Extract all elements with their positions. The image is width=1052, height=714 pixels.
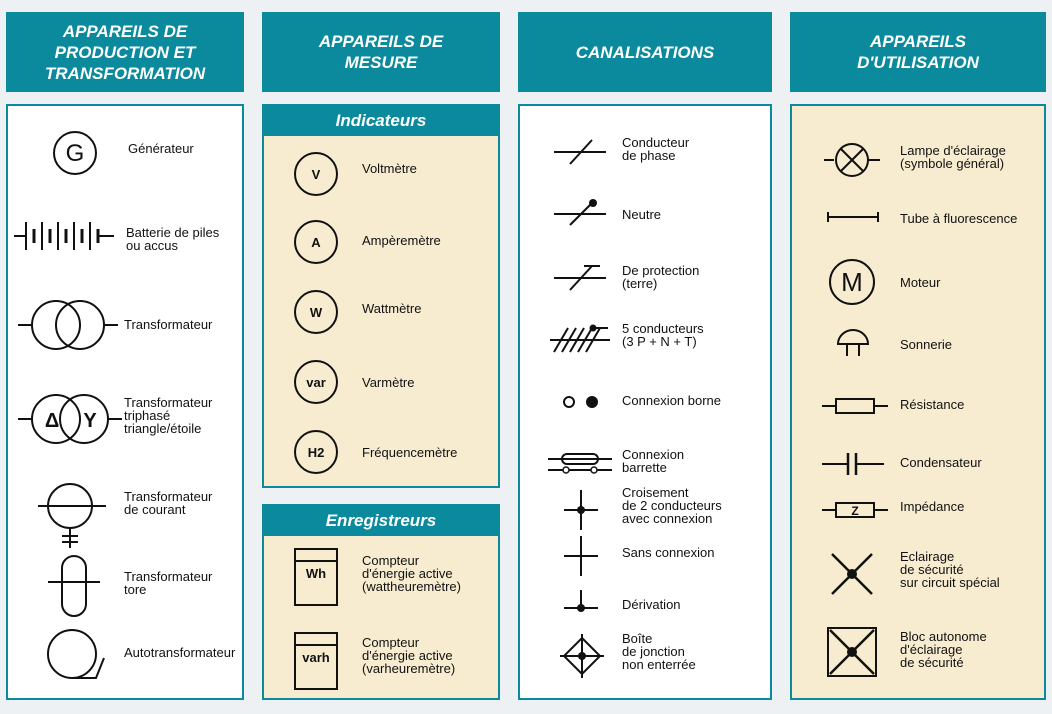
label-moteur: Moteur	[900, 275, 941, 290]
header-utilisation	[790, 12, 1046, 92]
generator-letter: G	[65, 140, 85, 167]
protection-conductor-symbol	[554, 262, 608, 292]
indicateurs-title: Indicateurs	[264, 106, 498, 136]
label-compteur-wh: Compteur d'énergie active (wattheuremètre)	[362, 553, 461, 594]
battery-symbol	[14, 214, 116, 258]
label-autotransformateur: Autotransformateur	[124, 645, 236, 660]
label-varmetre: Varmètre	[362, 375, 415, 390]
recorder-box-top	[296, 550, 336, 562]
impedance-letter: Z	[851, 504, 859, 518]
terminal-connection-symbol	[562, 394, 602, 410]
label-lampe: Lampe d'éclairage (symbole général)	[900, 143, 1006, 171]
label-resistance: Résistance	[900, 397, 965, 412]
frequency-meter-symbol: H2	[294, 430, 338, 474]
triangle-letter: Δ	[44, 410, 60, 432]
lamp-symbol	[824, 142, 880, 178]
autonomous-emergency-block-symbol	[826, 626, 878, 678]
recorder-text-wh: Wh	[305, 566, 327, 581]
motor-letter: M	[841, 267, 863, 297]
label-amperemetre: Ampèremètre	[362, 233, 441, 248]
ammeter-symbol: A	[294, 220, 338, 264]
label-croisement: Croisement de 2 conducteurs avec connexion	[622, 485, 722, 526]
three-phase-transformer-symbol	[18, 392, 122, 446]
wattmeter-recorder-symbol	[294, 548, 338, 606]
transformer-symbol	[18, 298, 118, 352]
label-transformateur-triphase: Transformateur triphasé triangle/étoile	[124, 395, 213, 436]
panel-utilisation	[790, 104, 1046, 700]
motor-symbol	[828, 258, 876, 306]
crossing-without-connection-symbol	[564, 536, 598, 576]
recorder-box-top	[296, 634, 336, 646]
label-connexion-borne: Connexion borne	[622, 393, 722, 408]
panel-indicateurs	[262, 104, 500, 488]
derivation-symbol	[564, 590, 598, 616]
header-production: APPAREILS DE PRODUCTION ET TRANSFORMATION	[6, 12, 244, 92]
impedance-symbol	[822, 500, 888, 520]
label-wattmetre: Wattmètre	[362, 301, 422, 316]
bell-symbol	[836, 328, 870, 358]
header-canalisations: CANALISATIONS	[518, 12, 772, 92]
toroidal-transformer-symbol	[48, 554, 100, 620]
panel-production	[6, 104, 244, 700]
varmeter-symbol: var	[294, 360, 338, 404]
label-eclairage-securite: Eclairage de sécurité sur circuit spécial	[900, 549, 1000, 590]
phase-conductor-symbol	[554, 138, 608, 166]
neutral-conductor-symbol	[554, 198, 608, 226]
capacitor-symbol	[822, 452, 884, 476]
voltmeter-symbol: V	[294, 152, 338, 196]
label-boite-jonction: Boîte de jonction non enterrée	[622, 631, 696, 672]
label-phase: Conducteur de phase	[622, 135, 690, 163]
panel-enregistreurs	[262, 504, 500, 700]
wattmeter-symbol: W	[294, 290, 338, 334]
bar-connection-symbol	[548, 450, 614, 476]
five-conductors-symbol	[550, 322, 612, 354]
label-frequencemetre: Fréquencemètre	[362, 445, 458, 460]
varmeter-recorder-symbol	[294, 632, 338, 690]
label-generateur: Générateur	[128, 141, 194, 156]
label-voltmetre: Voltmètre	[362, 161, 417, 176]
label-compteur-varh: Compteur d'énergie active (varheuremètre)	[362, 635, 456, 676]
header-mesure	[262, 12, 500, 92]
label-batterie: Batterie de piles ou accus	[126, 225, 220, 253]
label-tube: Tube à fluorescence	[900, 211, 1018, 226]
emergency-lighting-symbol	[828, 550, 876, 598]
label-connexion-barrette: Connexion barrette	[622, 447, 685, 475]
star-letter: Y	[83, 410, 97, 432]
junction-box-symbol	[560, 634, 604, 680]
current-transformer-symbol	[38, 480, 108, 550]
label-impedance: Impédance	[900, 499, 965, 514]
label-condensateur: Condensateur	[900, 455, 982, 470]
label-transformateur-courant: Transformateur de courant	[124, 489, 213, 517]
autotransformer-symbol	[44, 626, 110, 682]
label-bloc-autonome: Bloc autonome d'éclairage de sécurité	[900, 629, 987, 670]
label-sonnerie: Sonnerie	[900, 337, 953, 352]
header-utilisation-text: APPAREILS D'UTILISATION	[857, 32, 979, 72]
label-sans-connexion: Sans connexion	[622, 545, 715, 560]
label-5-conducteurs: 5 conducteurs (3 P + N + T)	[622, 321, 704, 349]
label-derivation: Dérivation	[622, 597, 681, 612]
recorder-text-varh: varh	[302, 650, 330, 665]
header-mesure-text: APPAREILS DE MESURE	[318, 32, 444, 72]
resistor-symbol	[822, 396, 888, 416]
label-transformateur: Transformateur	[124, 317, 213, 332]
fluorescent-tube-symbol	[826, 210, 880, 224]
label-protection: De protection (terre)	[622, 263, 700, 291]
label-neutre: Neutre	[622, 207, 662, 222]
enregistreurs-title: Enregistreurs	[264, 506, 498, 536]
label-transformateur-tore: Transformateur tore	[124, 569, 213, 597]
panel-canalisations	[518, 104, 772, 700]
crossing-with-connection-symbol	[564, 490, 598, 530]
generator-symbol	[50, 130, 100, 176]
